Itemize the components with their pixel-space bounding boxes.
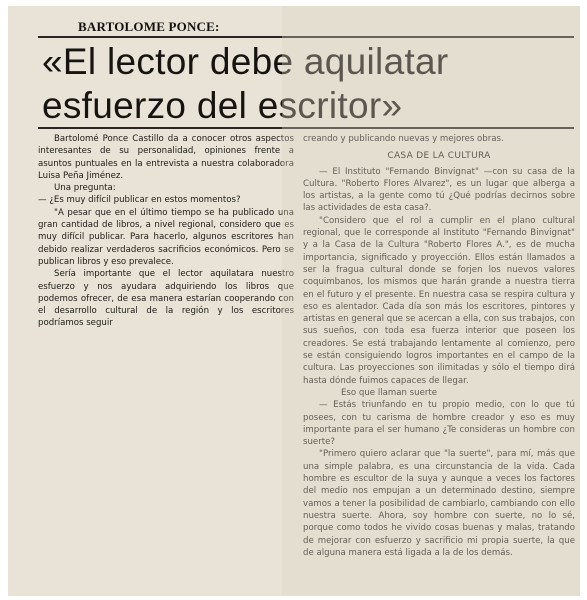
headline-line-2: esfuerzo del escritor» [42, 85, 403, 126]
top-rule [38, 36, 574, 38]
answer-paragraph-2: Sería importante que el lector aquilatara nuestro esfuerzo y nos ayudara adquiriendo los libros que podemos ofrecer, de esa manera estarían cooperando con el desarrollo cultural de la región y los escritores podríamos seguir [38, 269, 294, 329]
question-label: Una pregunta: [54, 183, 116, 194]
newspaper-clipping [8, 6, 580, 596]
bottom-rule [38, 127, 574, 129]
answer-paragraph: "A pesar que en el último tiempo se ha publicado una gran cantidad de libros, a nivel regional, considero que es muy difícil publicar. Para hacerlo, algunos escritores han debido realizar verdaderos sacrificios económicos. Pero se publican libros y eso prevalece. [38, 207, 294, 267]
question-paragraph: — El Instituto "Fernando Binvignat" —con su casa de la Cultura. "Roberto Flores Alvarez", es un lugar que alberga a los artistas, a la gente como tú ¿Qué podrías decirnos sobre las actividades de esta casa?. [303, 166, 575, 214]
subhead-casa-cultura: CASA DE LA CULTURA [387, 151, 491, 162]
byline: BARTOLOME PONCE: [78, 19, 220, 34]
answer-paragraph-2: "Primero quiero aclarar que "la suerte", para mí, más que una simple palabra, es una circunstancia de la vida. Cada hombre es escultor de la suya y aunque a veces los factores del medio nos empujan a un determinado destino, siempre vamos a tener la posibilidad de cambiarlo, cambiando con ello nuestra suerte. Ahora, soy hombre con suerte, no lo sé, porque como todos he vivido cosas buenas y malas, tratando de mejorar con esfuerzo y sacrificio mi propia suerte, la que de alguna manera está ligada a la de los demás. [303, 449, 575, 558]
intro-paragraph: Bartolomé Ponce Castillo da a conocer otros aspectos interesantes de su personalidad, opiniones frente a asuntos puntuales en la entrevista a nuestra colaboradora Luisa Peña Jiménez. [38, 134, 294, 181]
right-column [303, 133, 575, 559]
headline-line-1: «El lector debe aquilatar [42, 41, 449, 82]
subhead-suerte: Eso que llaman suerte [341, 387, 438, 398]
answer-paragraph: "Considero que el rol a cumplir en el plano cultural regional, que le corresponde al Instituto "Fernando Binvignat" y a la Casa de la Cultura "Roberto Flores A.", es de mucha importancia, significado y proyección. Ellos están llamados a ser la fragua cultural donde se forjen los nuevos valores coquimbanos, los mismos que harán grande a nuestra tierra en el futuro y el presente. En nuestra casa se respira cultura y eso es alentador. Cada día son más los escritores, pintores y artistas en general que se acercan a ella, con sus trabajos, con sus sueños, con toda esa fuerza interior que poseen los creadores. Se está trabajando lentamente al comienzo, pero se están consiguiendo logros importantes en el campo de la cultura. Las proyecciones son ilimitadas y sólo el tiempo dirá hasta dónde fuimos capaces de llegar. [303, 215, 575, 386]
left-column [38, 133, 294, 330]
question-paragraph-2: — Estás triunfando en tu propio medio, con lo que tú posees, con tu carisma de hombre creador y eso es muy importante para el ser humano ¿Te consideras un hombre con suerte? [303, 400, 575, 448]
question-text: — ¿Es muy difícil publicar en estos momentos? [38, 195, 241, 206]
headline [42, 40, 578, 128]
continuation-text: creando y publicando nuevas y mejores obras. [303, 134, 504, 144]
